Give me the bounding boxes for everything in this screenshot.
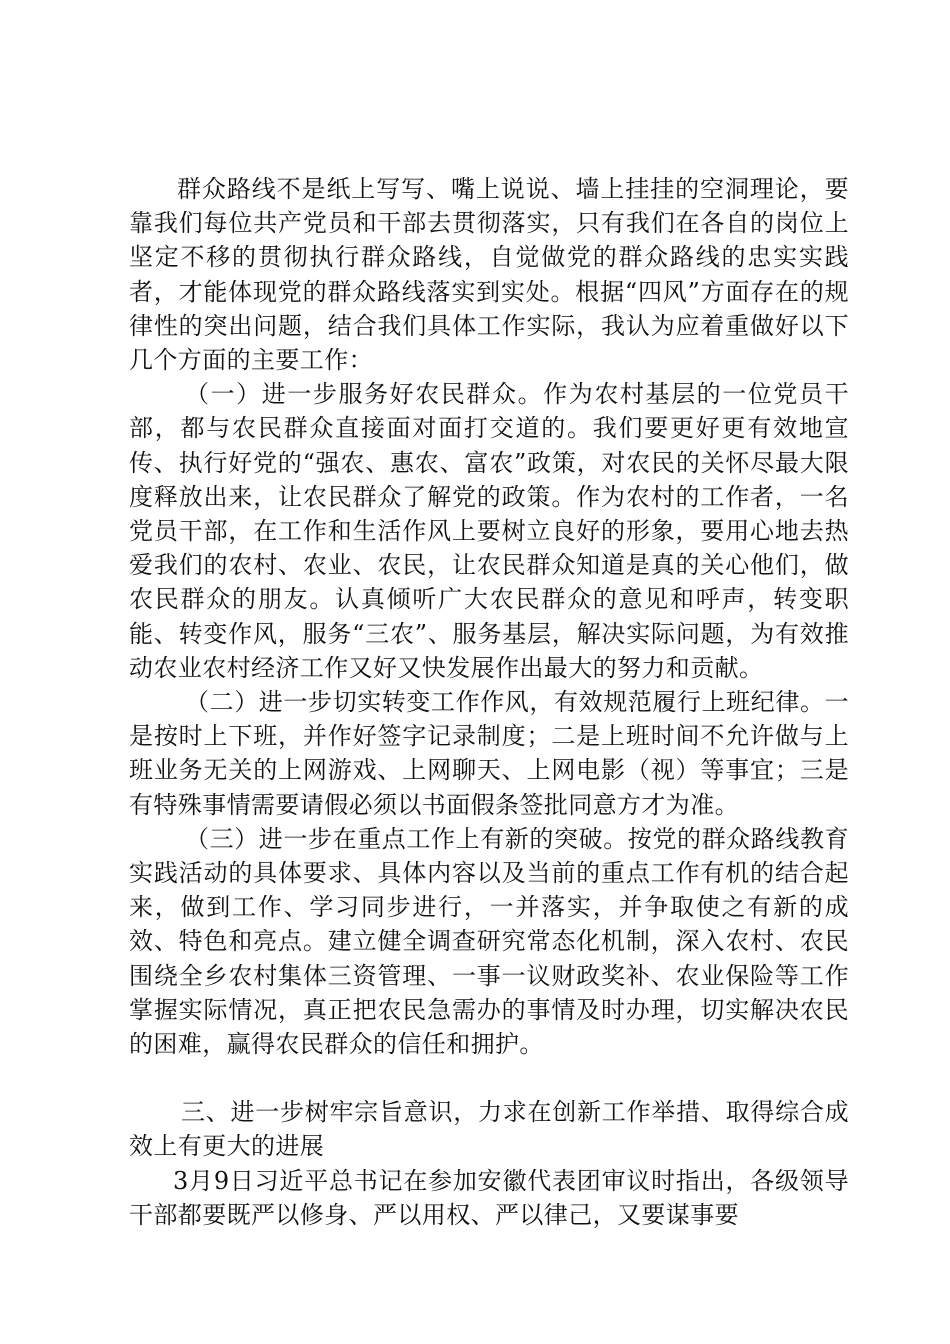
paragraph-item-two: （二）进一步切实转变工作作风，有效规范履行上班纪律。一是按时上下班，并作好签字记录制度；二是上班时间不允许做与上班业务无关的上网游戏、上网聊天、上网电影（视）等事宜；三是有特殊事情需要请假必须以书面假条签批同意方才为准。: [129, 688, 849, 819]
paragraph-mass-line: 群众路线不是纸上写写、嘴上说说、墙上挂挂的空洞理论，要靠我们每位共产党员和干部去贯彻落实，只有我们在各自的岗位上坚定不移的贯彻执行群众路线，自觉做党的群众路线的忠实实践者，才能体现党的群众路线落实到实处。根据“四风”方面存在的规律性的突出问题，结合我们具体工作实际，我认为应着重做好以下几个方面的主要工作：: [129, 175, 849, 375]
paragraph-march-ninth: 3月9日习近平总书记在参加安徽代表团审议时指出，各级领导干部都要既严以修身、严以用权、严以律己，又要谋事要: [129, 1166, 849, 1229]
paragraph-item-one: （一）进一步服务好农民群众。作为农村基层的一位党员干部，都与农民群众直接面对面打交道的。我们要更好更有效地宣传、执行好党的“强农、惠农、富农”政策，对农民的关怀尽最大限度释放出来，让农民群众了解党的政策。作为农村的工作者，一名党员干部，在工作和生活作风上要树立良好的形象，要用心地去热爱我们的农村、农业、农民，让农民群众知道是真的关心他们，做农民群众的朋友。认真倾听广大农民群众的意见和呼声，转变职能、转变作风，服务“三农”、服务基层，解决实际问题，为有效推动农业农村经济工作又好又快发展作出最大的努力和贡献。: [129, 380, 849, 682]
section-heading-three: 三、进一步树牢宗旨意识，力求在创新工作举措、取得综合成效上有更大的进展: [129, 1098, 849, 1161]
paragraph-item-three: （三）进一步在重点工作上有新的突破。按党的群众路线教育实践活动的具体要求、具体内容以及当前的重点工作有机的结合起来，做到工作、学习同步进行，一并落实，并争取使之有新的成效、特色和亮点。建立健全调查研究常态化机制，深入农村、农民围绕全乡农村集体三资管理、一事一议财政奖补、农业保险等工作掌握实际情况，真正把农民急需办的事情及时办理，切实解决农民的困难，赢得农民群众的信任和拥护。: [129, 824, 849, 1059]
document-body: [129, 172, 849, 1232]
